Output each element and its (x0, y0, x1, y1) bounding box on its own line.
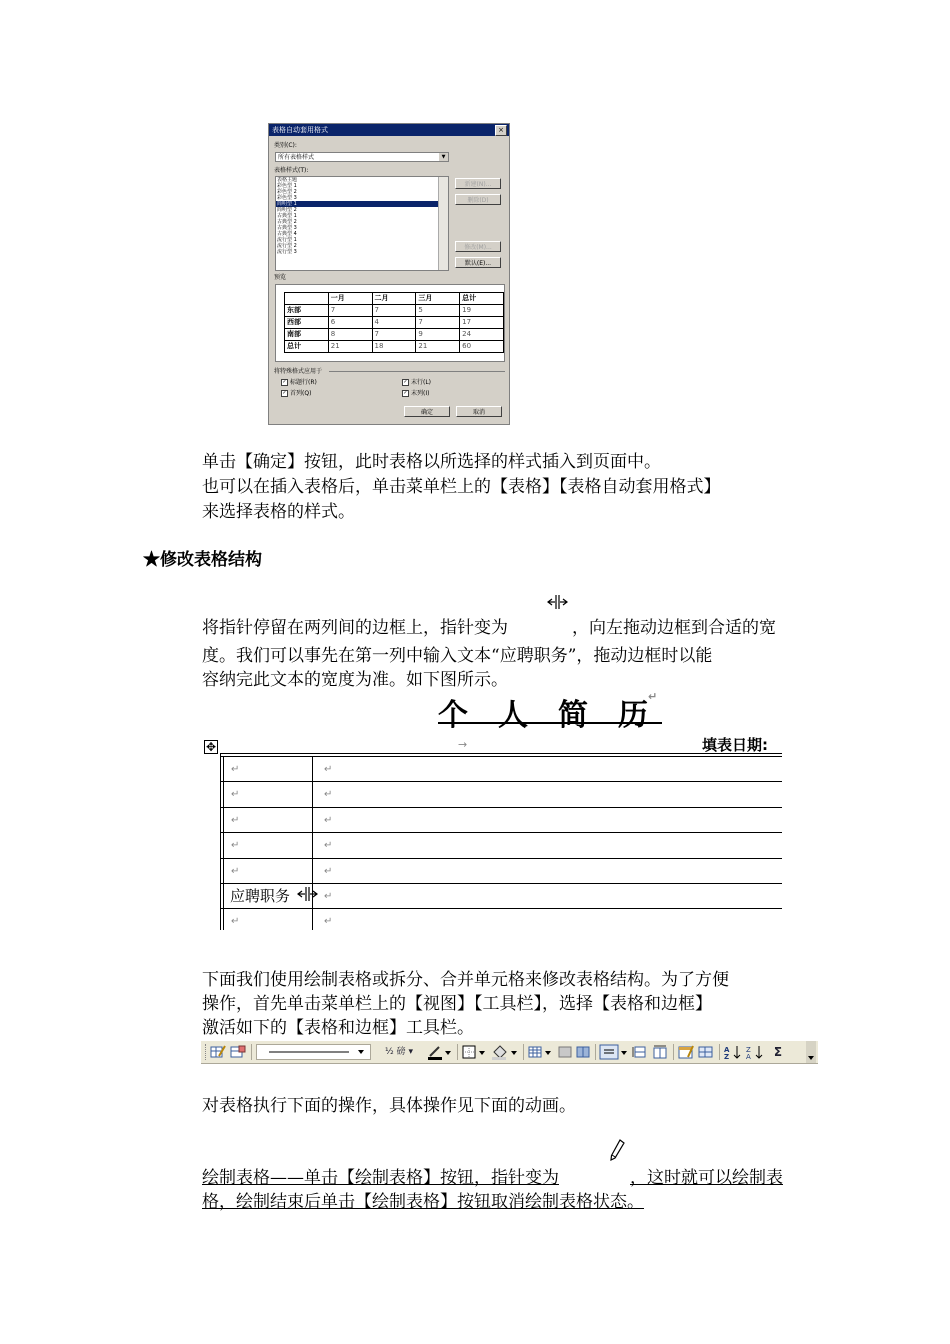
style-list-item[interactable]: 流行型 3 (277, 249, 297, 255)
column-resize-cursor-icon (547, 594, 569, 610)
paragraph: 绘制表格——单击【绘制表格】按钮，指针变为 (202, 1168, 559, 1188)
preview-cell: 4 (372, 317, 416, 329)
preview-cell: 南部 (285, 329, 329, 341)
split-cells-icon[interactable] (575, 1044, 591, 1060)
table-border (220, 753, 221, 930)
table-autoformat-icon[interactable] (677, 1044, 695, 1060)
preview-cell: 7 (372, 305, 416, 317)
close-icon[interactable]: × (495, 125, 507, 136)
last-row-checkbox[interactable] (402, 379, 431, 386)
preview-cell: 17 (460, 317, 504, 329)
paragraph-mark: ↵ (324, 866, 333, 877)
preview-cell: 18 (372, 341, 416, 353)
distribute-rows-icon[interactable] (631, 1044, 649, 1060)
toolbar-separator (595, 1044, 596, 1060)
align-icon[interactable] (599, 1044, 629, 1060)
preview-row (285, 293, 504, 305)
checkbox-label: 末行(L) (411, 379, 432, 386)
paragraph: 也可以在插入表格后，单击菜单栏上的【表格】【表格自动套用格式】 (202, 477, 721, 497)
preview-cell: 东部 (285, 305, 329, 317)
scrollbar[interactable] (438, 177, 448, 270)
preview-cell: 7 (372, 329, 416, 341)
style-list-item[interactable]: 彩色型 2 (277, 189, 297, 195)
check-icon: ✓ (282, 379, 287, 385)
pencil-icon (608, 1138, 626, 1162)
paragraph: 将指针停留在两列间的边框上，指针变为 (202, 618, 508, 638)
style-list-item[interactable]: 彩色型 3 (277, 195, 297, 201)
title-char: 历 (618, 698, 648, 733)
first-column-checkbox[interactable] (281, 390, 311, 397)
preview-row (285, 317, 504, 329)
preview-label: 预览 (274, 274, 287, 281)
paragraph-mark: ↵ (231, 916, 240, 927)
toolbar-separator (523, 1044, 524, 1060)
table-border (220, 908, 782, 909)
style-list-item[interactable]: 简明型 1 (276, 201, 448, 207)
title-char: 个 (438, 698, 468, 733)
resume-title (438, 690, 658, 734)
tab-mark: → (458, 738, 468, 751)
paragraph: 下面我们使用绘制表格或拆分、合并单元格来修改表格结构。为了方便 (202, 970, 729, 990)
column-border[interactable] (312, 756, 313, 930)
check-icon: ✓ (282, 390, 287, 396)
style-list-item[interactable]: 彩色型 1 (277, 183, 297, 189)
preview-row (285, 329, 504, 341)
table-border (220, 756, 782, 757)
styles-list[interactable] (275, 176, 449, 271)
toolbar-options-icon[interactable] (806, 1041, 816, 1063)
preview-cell: 19 (460, 305, 504, 317)
paragraph-mark: ↵ (231, 866, 240, 877)
paragraph-mark: ↵ (231, 789, 240, 800)
checkbox-label: 首列(Q) (290, 390, 312, 397)
paragraph: 度。我们可以事先在第一列中输入文本“应聘职务”，拖动边框时以能 (202, 646, 713, 666)
check-icon: ✓ (403, 379, 408, 385)
line-style-select[interactable] (256, 1044, 371, 1060)
style-list-item[interactable]: 简明型 2 (277, 207, 297, 213)
paragraph: 激活如下的【表格和边框】工具栏。 (202, 1018, 474, 1038)
styles-label: 表格样式(T): (274, 167, 309, 174)
table-border (220, 832, 782, 833)
paragraph: 单击【确定】按钮，此时表格以所选择的样式插入到页面中。 (202, 452, 661, 472)
draw-table-icon[interactable] (210, 1044, 226, 1060)
style-list-item[interactable]: 古典型 4 (277, 231, 297, 237)
svg-text:Z: Z (746, 1046, 751, 1054)
shading-color-icon[interactable] (491, 1044, 519, 1060)
autosum-icon[interactable]: Σ (773, 1045, 783, 1059)
preview-cell: 21 (328, 341, 372, 353)
preview-cell: 21 (416, 341, 460, 353)
distribute-columns-icon[interactable] (651, 1044, 669, 1060)
delete-style-button[interactable]: 删除(D) (455, 194, 501, 205)
style-list-item[interactable]: 表格主题 (277, 177, 298, 183)
paragraph-mark: ↵ (231, 840, 240, 851)
preview-cell: 60 (460, 341, 504, 353)
ok-button[interactable]: 确定 (404, 406, 450, 417)
paragraph-mark: ↵ (324, 891, 333, 902)
line-weight-select[interactable]: ½ 磅 ▾ (385, 1047, 413, 1057)
paragraph-mark: ↵ (231, 815, 240, 826)
table-border (220, 781, 782, 782)
toolbar-separator (673, 1044, 674, 1060)
section-heading: ★修改表格结构 (143, 550, 262, 570)
last-column-checkbox[interactable] (402, 390, 429, 397)
preview-row (285, 305, 504, 317)
svg-text:A: A (724, 1046, 730, 1054)
paragraph-mark: ↵ (324, 815, 333, 826)
paragraph-mark: ↵ (231, 764, 240, 775)
preview-cell (285, 293, 329, 305)
style-list-item[interactable]: 流行型 1 (277, 237, 297, 243)
table-border (220, 858, 782, 859)
preview-row (285, 341, 504, 353)
preview-box (275, 284, 505, 362)
preview-cell: 5 (416, 305, 460, 317)
show-gridlines-icon[interactable] (697, 1044, 715, 1060)
category-label: 类别(C): (274, 142, 297, 149)
toolbar-separator (457, 1044, 458, 1060)
paragraph-mark: ↵ (324, 840, 333, 851)
title-char: 人 (498, 698, 528, 733)
insert-table-icon[interactable] (527, 1044, 553, 1060)
paragraph: ，这时就可以绘制表 (630, 1168, 783, 1188)
preview-cell: 7 (328, 305, 372, 317)
preview-cell: 6 (328, 317, 372, 329)
style-list-item[interactable]: 流行型 2 (277, 243, 297, 249)
preview-cell: 7 (416, 317, 460, 329)
cancel-button[interactable]: 取消 (456, 406, 502, 417)
column-resize-cursor-icon (297, 886, 319, 902)
style-list-item[interactable]: 古典型 1 (277, 213, 297, 219)
toolbar-separator (719, 1044, 720, 1060)
divider (329, 371, 505, 372)
tables-and-borders-toolbar (201, 1040, 818, 1064)
sort-descending-icon[interactable] (745, 1044, 765, 1060)
category-select[interactable] (275, 152, 449, 162)
table-border (220, 807, 782, 808)
paragraph: 对表格执行下面的操作，具体操作见下面的动画。 (202, 1096, 576, 1116)
preview-cell: 9 (416, 329, 460, 341)
checkbox-label: 末列(I) (411, 390, 430, 397)
check-icon: ✓ (403, 390, 408, 396)
table-move-handle-icon[interactable]: ✥ (205, 740, 217, 754)
paragraph-mark: ↵ (324, 916, 333, 927)
svg-text:Z: Z (724, 1053, 730, 1060)
eraser-icon[interactable] (230, 1044, 246, 1060)
default-style-button[interactable]: 默认(E)... (455, 257, 501, 268)
preview-cell: 总计 (285, 341, 329, 353)
apply-label: 将特殊格式应用于 (274, 368, 323, 375)
paragraph: 操作，首先单击菜单栏上的【视图】【工具栏】，选择【表格和边框】 (202, 994, 712, 1014)
position-cell-text: 应聘职务 (230, 887, 291, 905)
paragraph: ，向左拖动边框到合适的宽 (572, 618, 776, 638)
preview-cell: 西部 (285, 317, 329, 329)
preview-cell: 8 (328, 329, 372, 341)
style-list-item[interactable]: 古典型 2 (277, 219, 297, 225)
chevron-down-icon: ▼ (439, 153, 448, 161)
svg-text:A: A (746, 1053, 751, 1060)
line-weight-value: ½ 磅 (385, 1047, 406, 1057)
paragraph: 容纳完此文本的宽度为准。如下图所示。 (202, 670, 508, 690)
header-row-checkbox[interactable] (281, 379, 317, 386)
sort-ascending-icon[interactable] (723, 1044, 743, 1060)
preview-cell: 三月 (416, 293, 460, 305)
toolbar-separator (251, 1044, 252, 1060)
table-border (220, 883, 782, 884)
preview-cell: 总计 (460, 293, 504, 305)
paragraph-mark: ↵ (648, 690, 658, 703)
title-underline (438, 722, 662, 724)
paragraph-mark: ↵ (324, 789, 333, 800)
merge-cells-icon[interactable] (557, 1044, 573, 1060)
paragraph: 来选择表格的样式。 (202, 502, 355, 522)
toolbar-grip[interactable] (205, 1044, 209, 1060)
borders-icon[interactable] (461, 1044, 487, 1060)
paragraph-mark: ↵ (324, 764, 333, 775)
style-list-item[interactable]: 古典型 3 (277, 225, 297, 231)
paragraph: 格，绘制结束后单击【绘制表格】按钮取消绘制表格状态。 (202, 1192, 644, 1212)
preview-cell: 24 (460, 329, 504, 341)
fill-date-label: 填表日期: (702, 736, 768, 754)
table-border (220, 753, 782, 754)
checkbox-label: 标题行(R) (290, 379, 317, 386)
table-autoformat-dialog (268, 123, 510, 425)
table-border (223, 756, 224, 930)
dialog-title: 表格自动套用格式 (269, 124, 509, 136)
border-color-icon[interactable] (427, 1044, 453, 1060)
preview-table (284, 292, 504, 353)
preview-cell: 一月 (328, 293, 372, 305)
title-char: 简 (558, 698, 588, 733)
category-value: 所有表格样式 (278, 154, 315, 161)
new-style-button[interactable]: 新建(N)... (455, 178, 501, 189)
modify-style-button[interactable]: 修改(M)... (455, 241, 501, 252)
preview-cell: 二月 (372, 293, 416, 305)
